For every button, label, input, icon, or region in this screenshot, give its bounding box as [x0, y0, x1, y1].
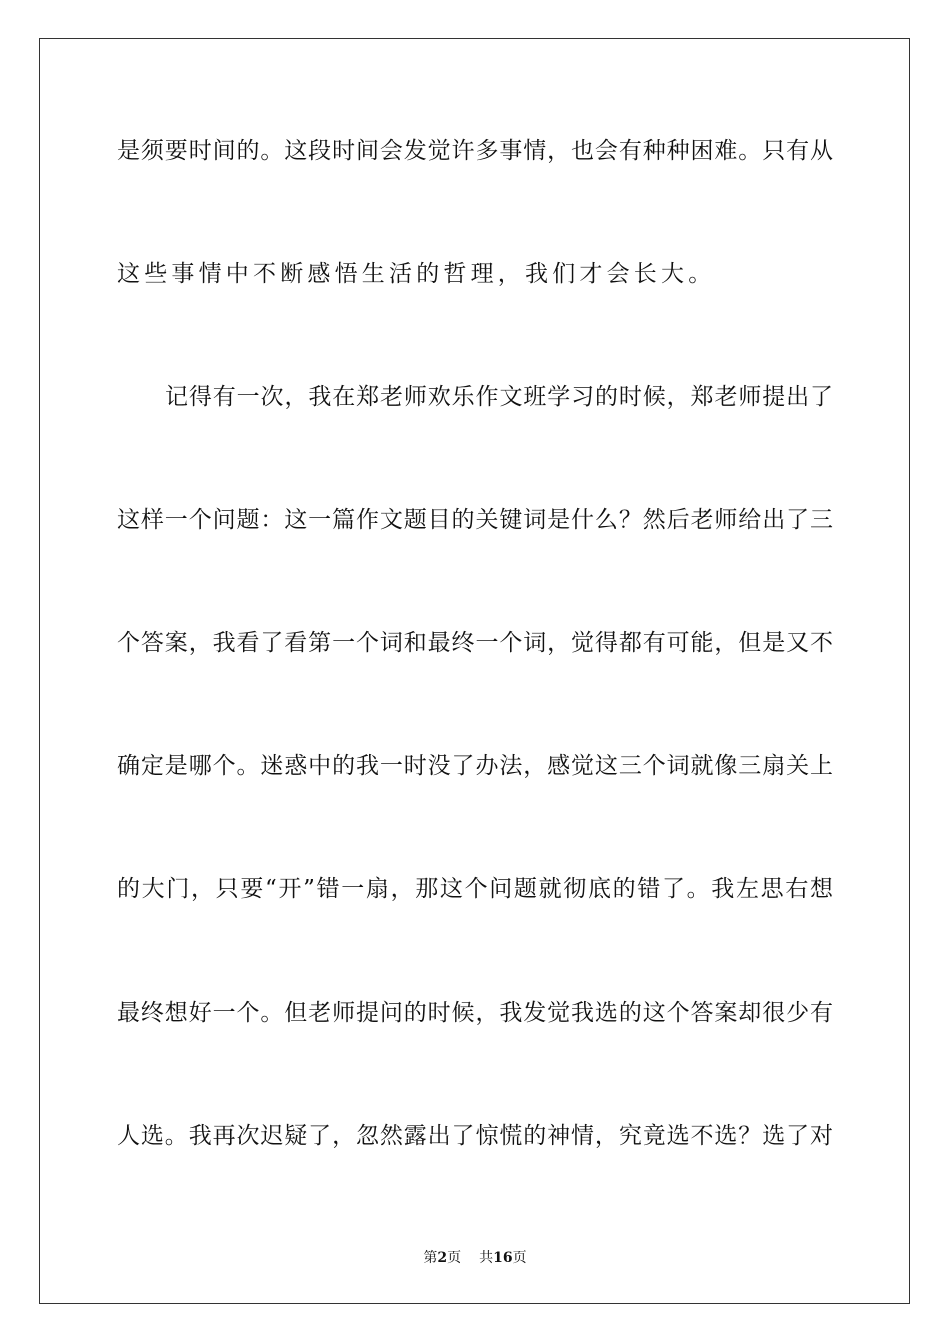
text-line-3: 记得有一次，我在郑老师欢乐作文班学习的时候，郑老师提出了 — [165, 384, 833, 410]
text-line-4: 这样一个问题：这一篇作文题目的关键词是什么？然后老师给出了三 — [117, 507, 833, 533]
text-line-7: 的大门，只要“开”错一扇，那这个问题就彻底的错了。我左思右想 — [117, 876, 833, 902]
total-prefix: 共 — [479, 1250, 494, 1266]
text-line-9: 人选。我再次迟疑了，忽然露出了惊慌的神情，究竟选不选？选了对 — [117, 1123, 833, 1149]
page-prefix: 第 — [423, 1250, 438, 1266]
page-border — [39, 38, 910, 1304]
text-line-5: 个答案，我看了看第一个词和最终一个词，觉得都有可能，但是又不 — [117, 630, 833, 656]
total-suffix: 页 — [512, 1250, 527, 1266]
text-line-1: 是须要时间的。这段时间会发觉许多事情，也会有种种困难。只有从 — [117, 138, 833, 164]
text-line-2: 这些事情中不断感悟生活的哲理，我们才会长大。 — [117, 261, 716, 287]
page-footer — [0, 1247, 950, 1267]
total-pages: 16 — [493, 1250, 513, 1266]
page-suffix: 页 — [447, 1250, 462, 1266]
text-line-6: 确定是哪个。迷惑中的我一时没了办法，感觉这三个词就像三扇关上 — [117, 753, 833, 779]
page-number: 2 — [437, 1250, 448, 1266]
text-line-8: 最终想好一个。但老师提问的时候，我发觉我选的这个答案却很少有 — [117, 1000, 833, 1026]
